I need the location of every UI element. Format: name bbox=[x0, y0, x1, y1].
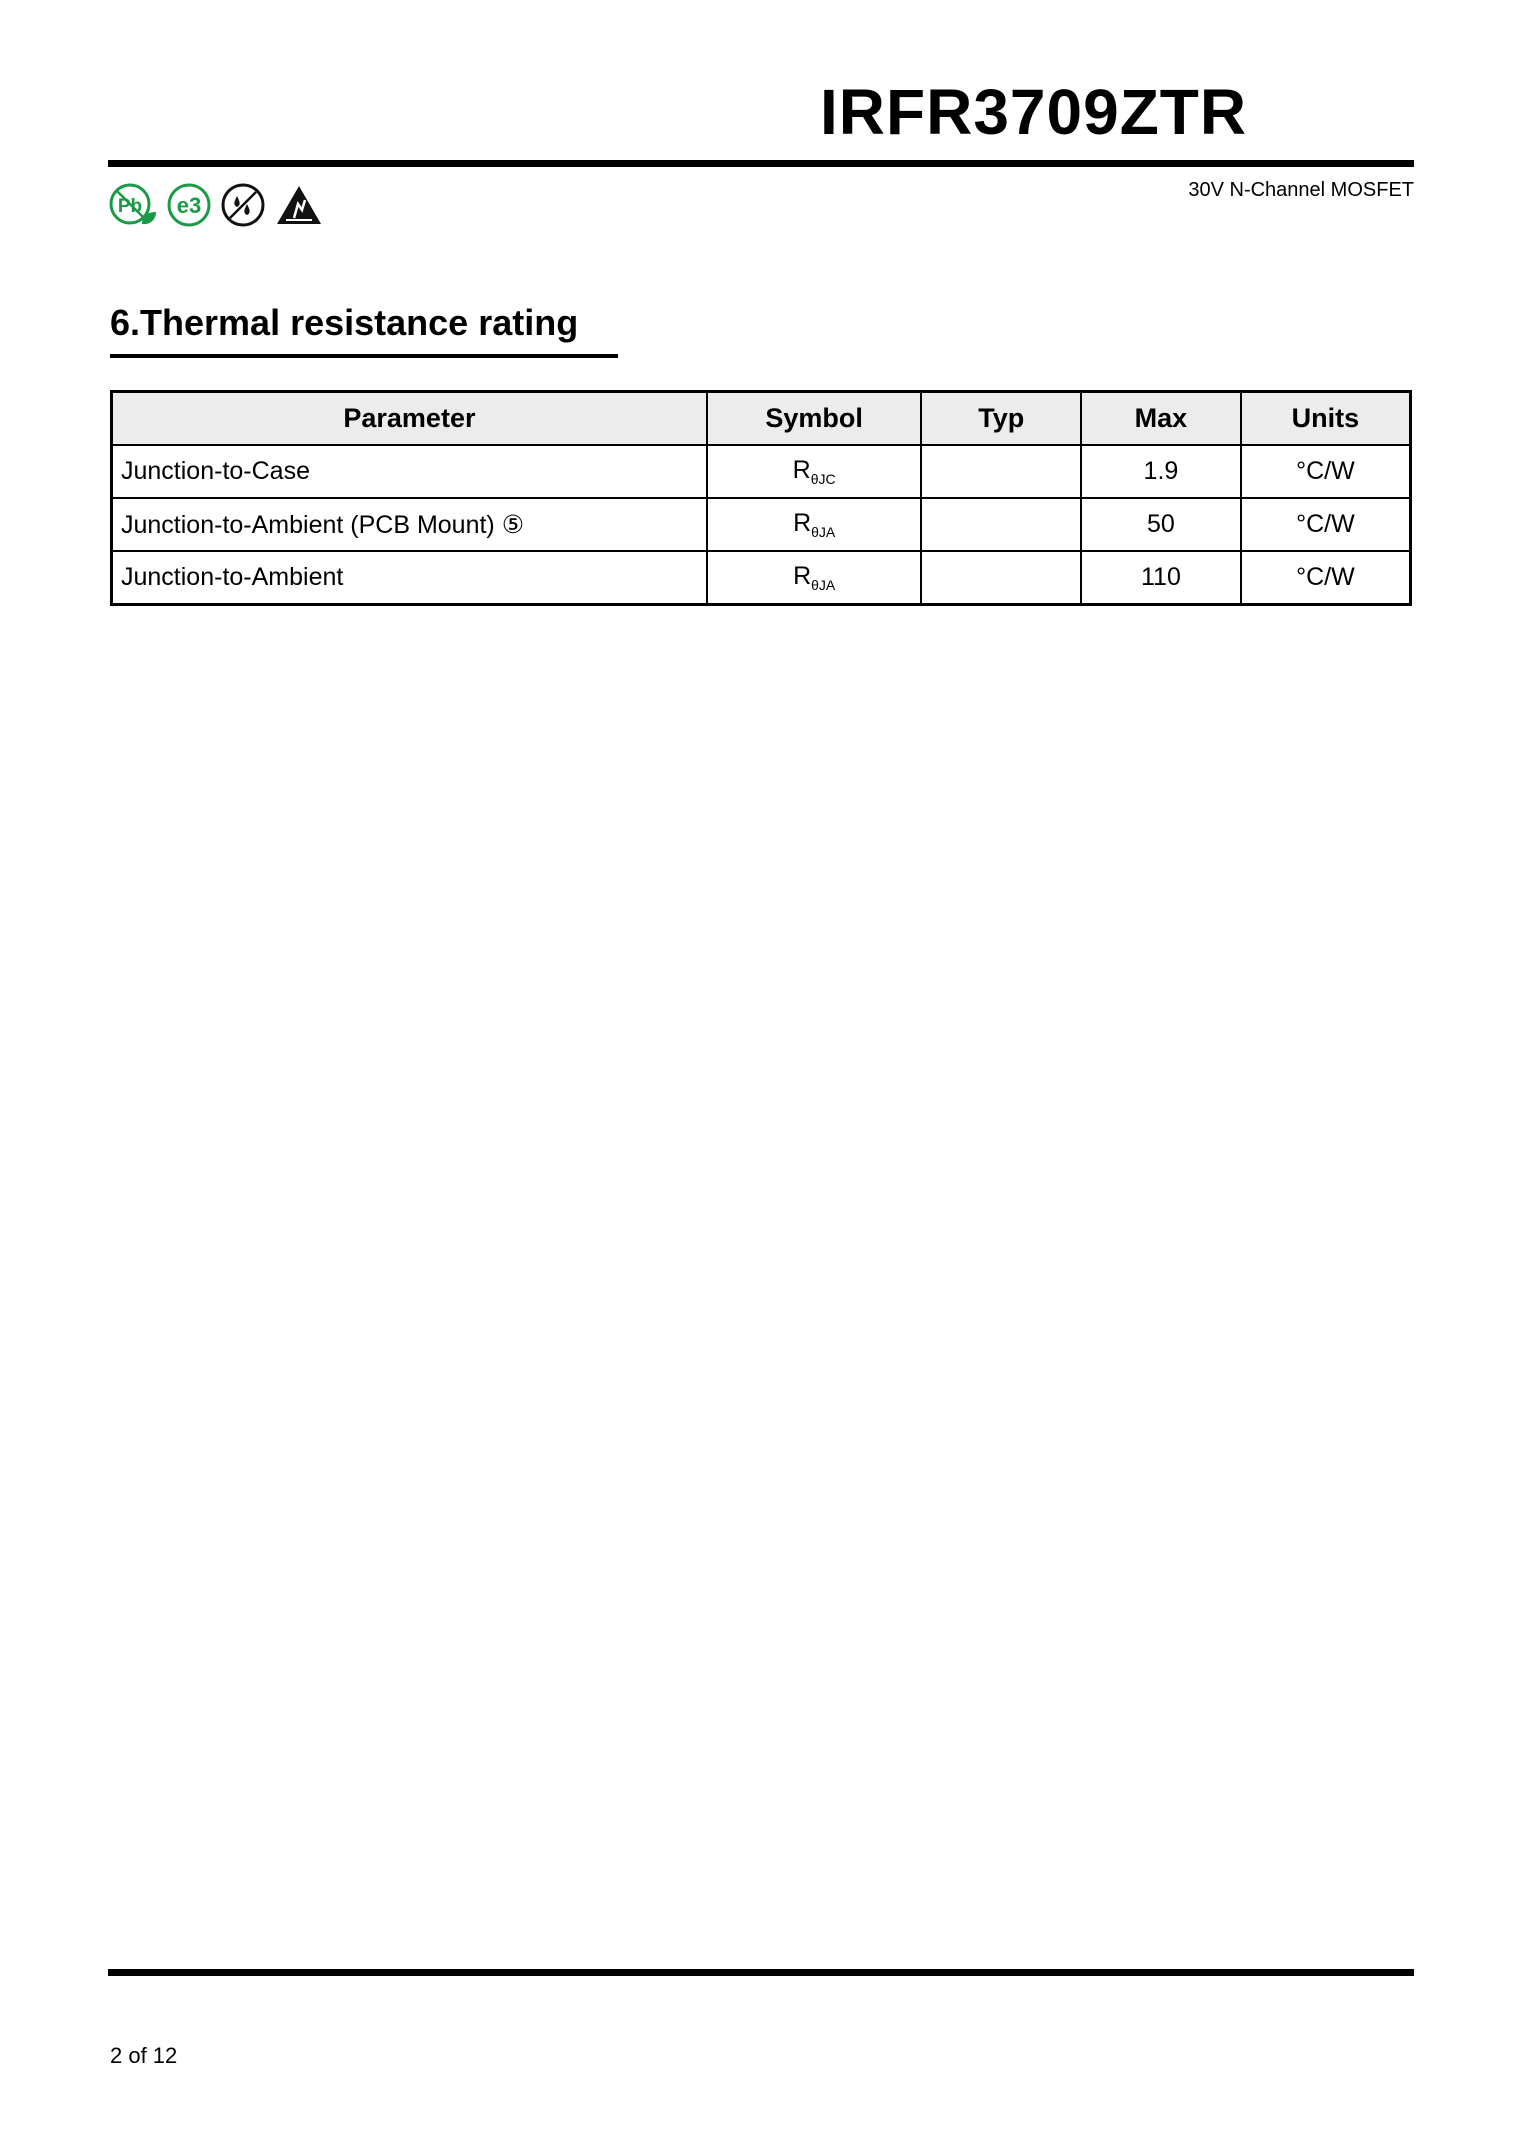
table-row bbox=[112, 498, 1411, 551]
typ-cell bbox=[921, 498, 1081, 551]
symbol-main: R bbox=[792, 456, 811, 484]
device-subtitle: 30V N-Channel MOSFET bbox=[1188, 179, 1414, 201]
table-row bbox=[112, 445, 1411, 498]
symbol-subscript: θJA bbox=[811, 577, 836, 593]
compliance-icons bbox=[108, 182, 324, 228]
max-cell: 1.9 bbox=[1081, 445, 1241, 498]
part-number-title: IRFR3709ZTR bbox=[820, 76, 1248, 148]
symbol-main: R bbox=[793, 509, 812, 537]
column-header-typ: Typ bbox=[921, 392, 1081, 446]
symbol-subscript: θJA bbox=[811, 524, 836, 540]
e3-icon bbox=[166, 182, 212, 228]
parameter-cell: Junction-to-Ambient (PCB Mount) ⑤ bbox=[112, 498, 707, 551]
section-underline bbox=[110, 354, 618, 358]
column-header-units: Units bbox=[1241, 392, 1411, 446]
header-rule bbox=[108, 160, 1414, 167]
symbol-cell bbox=[707, 498, 922, 551]
page-number: 2 of 12 bbox=[110, 2043, 178, 2068]
symbol-cell bbox=[707, 551, 922, 605]
svg-text:Pb: Pb bbox=[117, 196, 143, 217]
symbol-subscript: θJC bbox=[810, 471, 836, 487]
pb-free-icon bbox=[108, 182, 158, 228]
max-cell: 110 bbox=[1081, 551, 1241, 605]
table-header-row bbox=[112, 392, 1411, 446]
footer-rule bbox=[108, 1969, 1414, 1976]
esd-warning-icon bbox=[274, 182, 324, 228]
table-row bbox=[112, 551, 1411, 605]
parameter-cell: Junction-to-Case bbox=[112, 445, 707, 498]
section-title: 6.Thermal resistance rating bbox=[110, 302, 579, 343]
units-cell: °C/W bbox=[1241, 498, 1411, 551]
column-header-max: Max bbox=[1081, 392, 1241, 446]
symbol-main: R bbox=[793, 562, 812, 590]
thermal-resistance-table bbox=[110, 390, 1412, 606]
symbol-cell bbox=[707, 445, 922, 498]
typ-cell bbox=[921, 551, 1081, 605]
units-cell: °C/W bbox=[1241, 551, 1411, 605]
moisture-sensitivity-icon bbox=[220, 182, 266, 228]
max-cell: 50 bbox=[1081, 498, 1241, 551]
column-header-parameter: Parameter bbox=[112, 392, 707, 446]
units-cell: °C/W bbox=[1241, 445, 1411, 498]
column-header-symbol: Symbol bbox=[707, 392, 922, 446]
typ-cell bbox=[921, 445, 1081, 498]
svg-text:e3: e3 bbox=[176, 193, 202, 218]
parameter-cell: Junction-to-Ambient bbox=[112, 551, 707, 605]
